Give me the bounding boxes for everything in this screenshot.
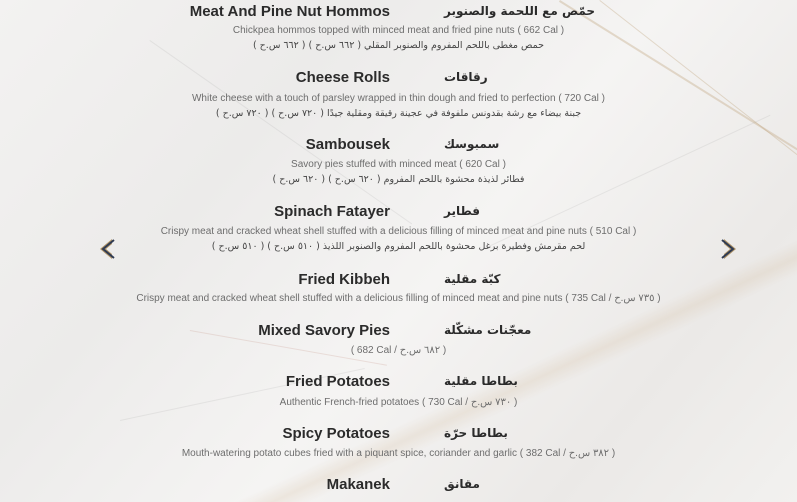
menu-item-title-row: [0, 3, 797, 23]
item-name-ar: مقانق: [444, 477, 480, 491]
item-name-ar: حمّص مع اللحمة والصنوبر: [444, 4, 596, 18]
menu-item-title-row: [0, 476, 797, 496]
menu-item-title-row: [0, 69, 797, 89]
item-name-en: Fried Potatoes: [285, 373, 390, 390]
item-description-en: Crispy meat and cracked wheat shell stuffed with a delicious filling of minced meat and pine nuts ( 510 Cal ): [160, 226, 637, 237]
item-name-ar: فطاير: [444, 204, 481, 218]
item-name-ar: سمبوسك: [444, 137, 500, 151]
item-name-en: Meat And Pine Nut Hommos: [189, 3, 390, 20]
item-name-ar: كبّة مقلية: [444, 272, 501, 286]
item-name-en: Mixed Savory Pies: [258, 322, 390, 339]
item-description-en: Authentic French-fried potatoes ( 730 Cal / ٧٣٠ س.ح ): [279, 397, 518, 408]
menu-item-title-row: [0, 373, 797, 393]
item-name-en: Spinach Fatayer: [274, 203, 390, 220]
item-description-en: ( 682 Cal / ٦٨٢ س.ح ): [350, 345, 447, 356]
chevron-right-icon: [718, 237, 740, 261]
item-name-ar: رقاقات: [444, 70, 488, 84]
item-description-en: Mouth-watering potato cubes fried with a piquant spice, coriander and garlic ( 382 Cal / ٣٨٢ س.ح ): [181, 448, 616, 459]
item-description-ar: حمص مغطى باللحم المفروم والصنوبر المقلي ( ٦٦٢ س.ح ) ( ٦٦٢ س.ح ): [252, 40, 545, 51]
item-name-en: Makanek: [326, 476, 390, 493]
menu-item-title-row: [0, 203, 797, 223]
menu-item-title-row: [0, 322, 797, 342]
previous-page-button[interactable]: [96, 237, 118, 261]
menu-item-title-row: [0, 136, 797, 156]
item-description-ar: لحم مقرمش وفطيرة برغل محشوة باللحم المفروم والصنوبر اللذيذ ( ٥١٠ س.ح ) ( ٥١٠ س.ح ): [211, 241, 586, 252]
item-name-en: Sambousek: [305, 136, 390, 153]
item-description-en: Crispy meat and cracked wheat shell stuffed with a delicious filling of minced meat and pine nuts ( 735 Cal / ٧٣٥ س.ح ): [136, 293, 661, 304]
menu-item-title-row: [0, 425, 797, 445]
menu-item-title-row: [0, 271, 797, 291]
item-name-ar: بطاطا مقلية: [444, 374, 518, 388]
item-name-en: Fried Kibbeh: [298, 271, 390, 288]
next-page-button[interactable]: [718, 237, 740, 261]
item-name-ar: معجّنات مشكّلة: [444, 323, 532, 337]
item-name-en: Spicy Potatoes: [282, 425, 390, 442]
chevron-left-icon: [96, 237, 118, 261]
item-description-en: White cheese with a touch of parsley wrapped in thin dough and fried to perfection ( 720 Cal ): [191, 93, 606, 104]
item-name-en: Cheese Rolls: [295, 69, 390, 86]
item-description-en: Chickpea hommos topped with minced meat and fried pine nuts ( 662 Cal ): [232, 25, 565, 36]
item-description-ar: فطائر لذيذة محشوة باللحم المفروم ( ٦٢٠ س.ح ) ( ٦٢٠ س.ح ): [272, 174, 525, 185]
item-description-ar: جبنة بيضاء مع رشة بقدونس ملفوفة في عجينة رقيقة ومقلية جيدًا ( ٧٢٠ س.ح ) ( ٧٢٠ س.ح ): [215, 108, 582, 119]
item-description-en: Savory pies stuffed with minced meat ( 620 Cal ): [291, 159, 506, 170]
item-name-ar: بطاطا حرّة: [444, 426, 508, 440]
